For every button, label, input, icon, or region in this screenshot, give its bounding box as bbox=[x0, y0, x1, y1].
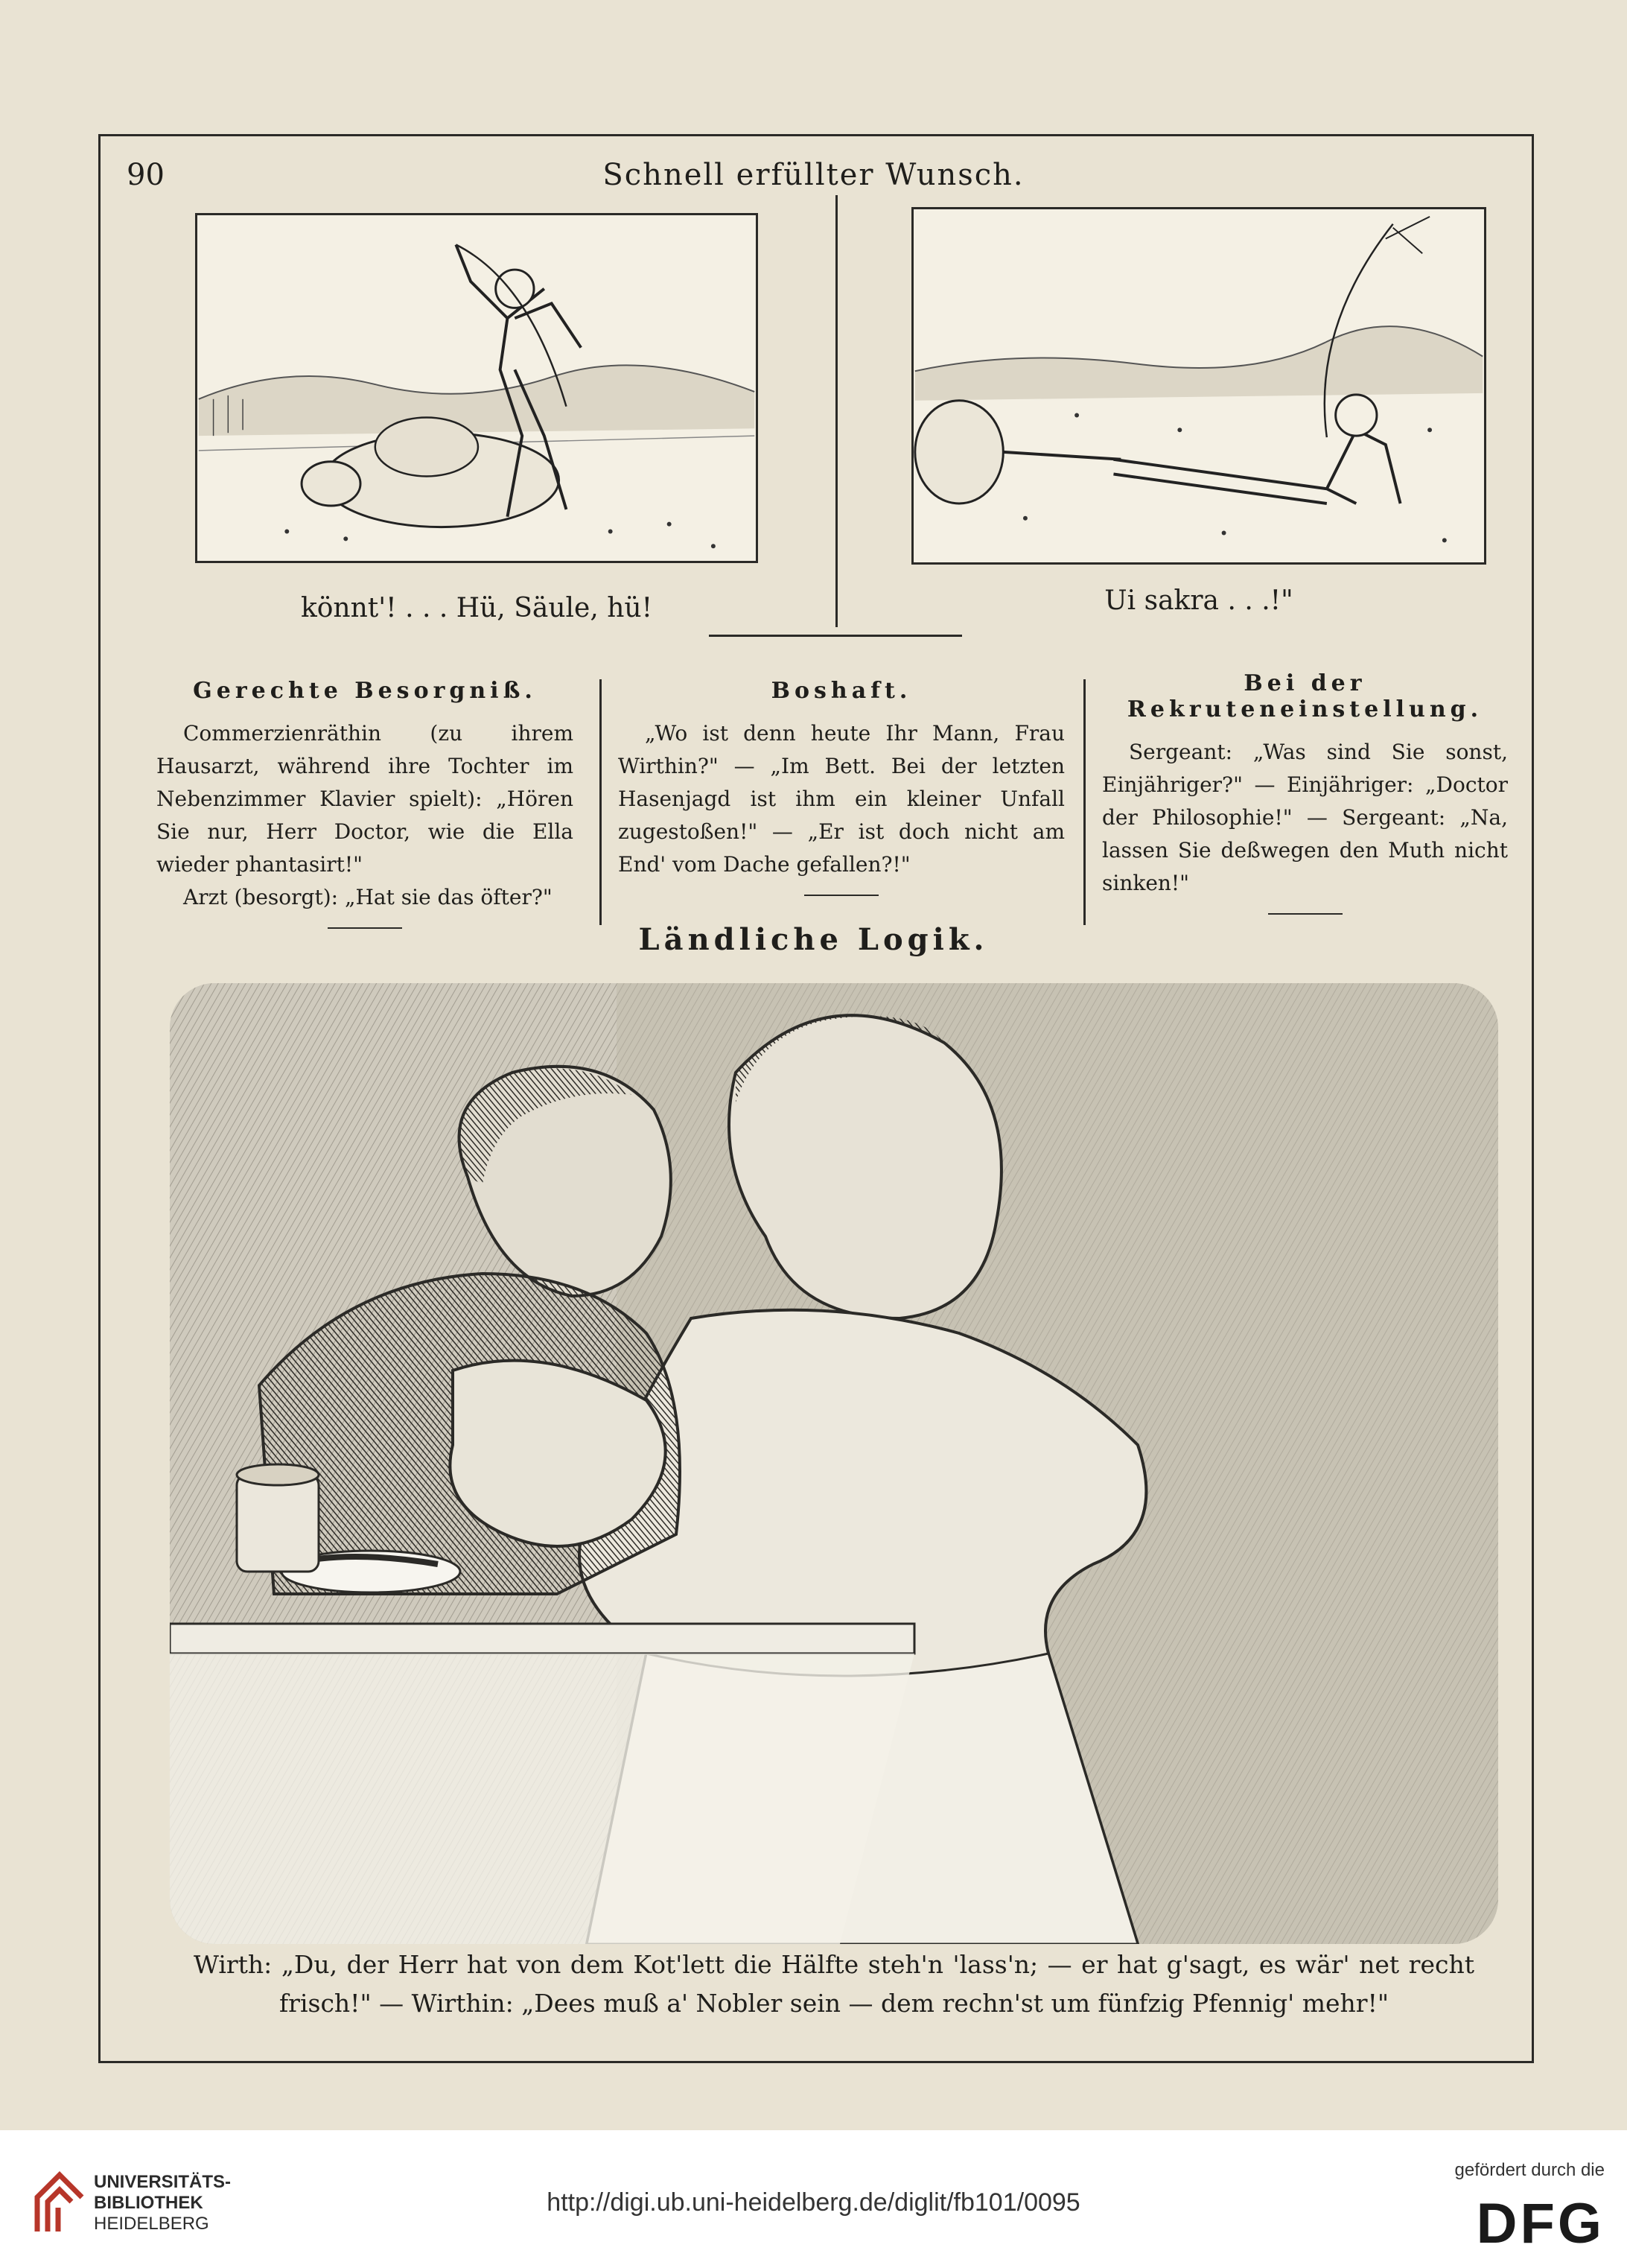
source-url[interactable]: http://digi.ub.uni-heidelberg.de/diglit/fb101/0095 bbox=[547, 2188, 1080, 2217]
column-divider bbox=[599, 679, 602, 925]
peasant-fallen-illustration bbox=[914, 209, 1484, 562]
peasant-driving-pigs-illustration bbox=[197, 215, 756, 561]
anecdote-column bbox=[156, 678, 573, 929]
column-divider bbox=[1083, 679, 1086, 925]
anecdote-end-rule bbox=[1268, 913, 1343, 915]
anecdote-title: Boshaft. bbox=[771, 678, 912, 704]
anecdote-paragraph: Arzt (besorgt): „Hat sie das öfter?" bbox=[183, 885, 553, 909]
library-name: UNIVERSITÄTS- BIBLIOTHEK HEIDELBERG bbox=[94, 2172, 232, 2234]
anecdote-paragraph: Sergeant: „Was sind Sie sonst, Einjähriger?" — Einjähriger: „Doctor der Philosophie!" — Sergeant: „Na, lassen Sie deßwegen den Muth nicht sinken!" bbox=[1102, 740, 1508, 895]
comic-caption-left: könnt'! . . . Hü, Säule, hü! bbox=[300, 593, 653, 623]
anecdote-paragraph: Commerzienräthin (zu ihrem Hausarzt, während ihre Tochter im Nebenzimmer Klavier spielt): „Hören Sie nur, Herr Doctor, wie die Ella wieder phantasirt!" bbox=[156, 721, 573, 877]
comic-panel-left bbox=[195, 213, 758, 563]
anecdote-title: Gerechte Besorgniß. bbox=[193, 678, 537, 704]
anecdote-title: Bei der Rekruteneinstellung. bbox=[1127, 670, 1483, 722]
digitization-footer bbox=[0, 2130, 1627, 2268]
funding-note: gefördert durch die bbox=[1454, 2160, 1605, 2180]
section-rule bbox=[709, 635, 962, 637]
main-illustration-caption: Wirth: „Du, der Herr hat von dem Kot'lett die Hälfte steh'n 'lass'n; — er hat g'sagt, es wär' net recht frisch!" — Wirthin: „Dees muß a' Nobler sein — dem rechn'st um fünfzig Pfennig' mehr!" bbox=[194, 1950, 1474, 2018]
innkeepers-illustration bbox=[170, 983, 1498, 1944]
dfg-logo: DFG bbox=[1476, 2192, 1605, 2255]
anecdote-column bbox=[1102, 670, 1508, 915]
comic-panel-right bbox=[911, 207, 1486, 565]
page-number: 90 bbox=[127, 158, 165, 192]
anecdote-paragraph: „Wo ist denn heute Ihr Mann, Frau Wirthin?" — „Im Bett. Bei der letzten Hasenjagd ist ihm ein kleiner Unfall zugestoßen!" — „Er ist doch nicht am End' vom Dache gefallen?!" bbox=[618, 721, 1065, 877]
anecdote-column bbox=[618, 678, 1065, 896]
anecdote-end-rule bbox=[804, 895, 879, 896]
innkeeper-and-wife-engraving bbox=[170, 983, 1498, 1944]
comic-divider bbox=[835, 195, 838, 627]
comic-caption-right: Ui sakra . . .!" bbox=[1104, 585, 1293, 616]
main-illustration-title: Ländliche Logik. bbox=[638, 922, 989, 957]
running-title: Schnell erfüllter Wunsch. bbox=[602, 158, 1025, 192]
